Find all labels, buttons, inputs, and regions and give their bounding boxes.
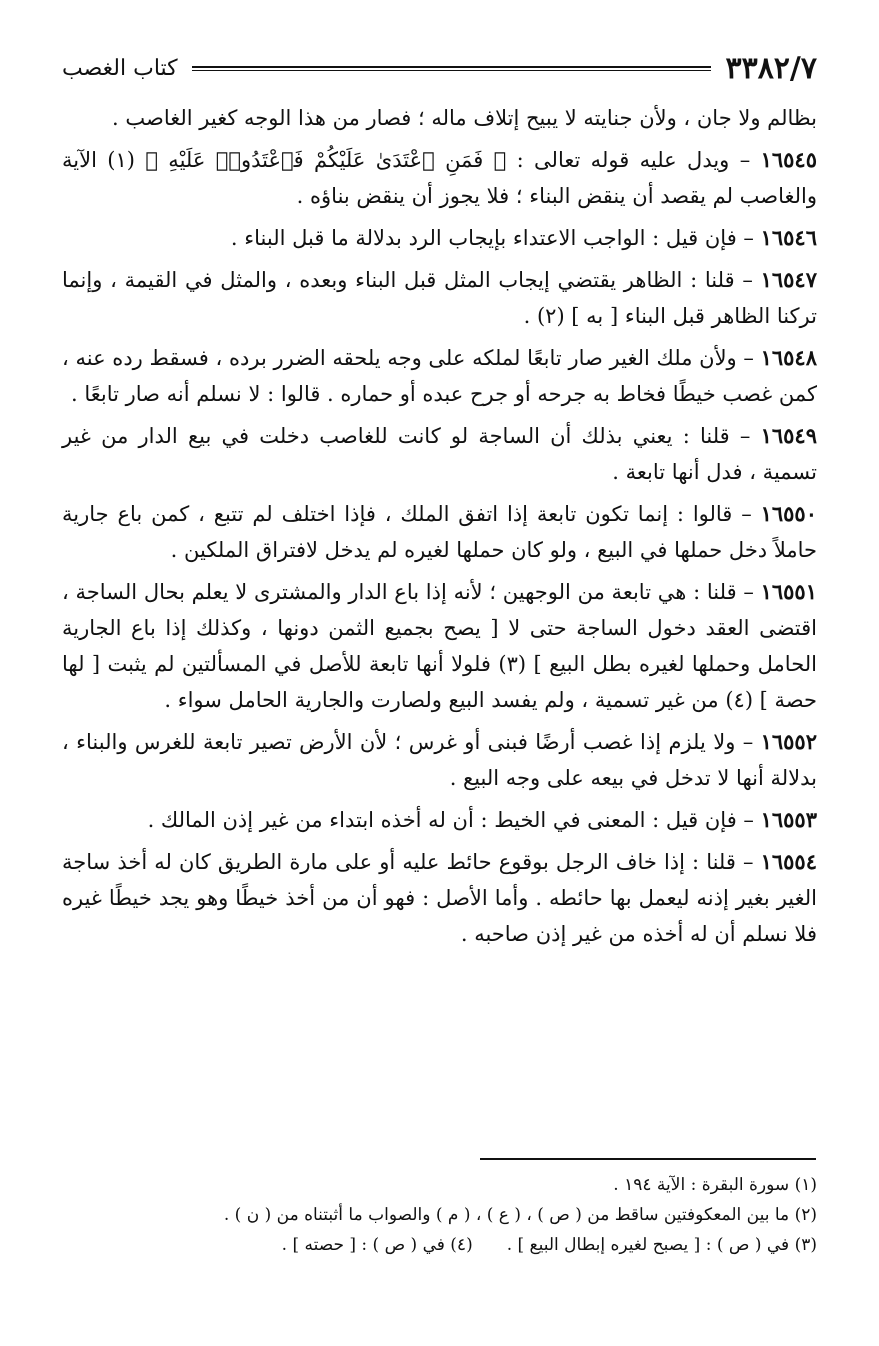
page-number: ٣٣٨٢/٧ [725, 50, 817, 86]
paragraph-number: ١٦٥٤٥ [760, 147, 817, 172]
paragraph-text: – قلنا : يعني بذلك أن الساجة لو كانت للغاصب دخلت في بيع الدار من غير تسمية ، فدل أنها تابعة . [62, 424, 817, 484]
paragraph [62, 142, 817, 214]
paragraph-number: ١٦٥٥٢ [760, 729, 817, 754]
paragraph-number: ١٦٥٤٧ [760, 267, 817, 292]
paragraph-text: – قلنا : إذا خاف الرجل بوقوع حائط عليه أو على مارة الطريق كان له أخذ ساجة الغير بغير إذنه ليعمل بها حائطه . وأما الأصل : فهو أن من أخذ خيطًا وهو يجد خيطًا غيره فلا نسلم أن له أخذه من غير إذن صاحبه . [62, 850, 817, 946]
paragraph-text: – ولأن ملك الغير صار تابعًا لملكه على وجه يلحقه الضرر برده ، فسقط رده عنه ، كمن غصب خيطًا فخاط به جرحه أو جرح عبده أو حماره . قالوا : لا نسلم أنه صار تابعًا . [62, 346, 817, 406]
paragraph-text: – قلنا : الظاهر يقتضي إيجاب المثل قبل البناء وبعده ، والمثل في القيمة ، وإنما تركنا الظاهر قبل البناء [ به ] (٢) . [62, 268, 817, 328]
paragraph-number: ١٦٥٤٩ [760, 423, 817, 448]
paragraph-number: ١٦٥٥٤ [760, 849, 817, 874]
paragraph [62, 496, 817, 568]
paragraph [62, 418, 817, 490]
paragraph-number: ١٦٥٤٨ [760, 345, 817, 370]
paragraph [62, 844, 817, 952]
paragraph-number: ١٦٥٥٣ [760, 807, 817, 832]
paragraph-text: – ولا يلزم إذا غصب أرضًا فبنى أو غرس ؛ لأن الأرض تصير تابعة للغرس والبناء ، بدلالة أنها لا تدخل في بيعه على وجه البيع . [62, 730, 817, 790]
paragraph-number: ١٦٥٥٠ [760, 501, 817, 526]
paragraph [62, 220, 817, 256]
paragraph-text: – قالوا : إنما تكون تابعة إذا اتفق الملك ، فإذا اختلف لم تتبع ، كمن باع جارية حاملاً دخل حملها في البيع ، ولو كان حملها لغيره لم يدخل لافتراق الملكين . [62, 502, 817, 562]
paragraph-text: – ويدل عليه قوله تعالى : ﴿ فَمَنِ ٱعْتَدَىٰ عَلَيْكُمْ فَٱعْتَدُوا۟ عَلَيْهِ ﴾ (١) الآية والغاصب لم يقصد أن ينقض البناء ؛ فلا يجوز أن ينقض بناؤه . [62, 148, 817, 208]
body-text [62, 100, 817, 952]
footnote: (٢) ما بين المعكوفتين ساقط من ( ص ) ، ( ع ) ، ( م ) والصواب ما أثبتناه من ( ن ) . [223, 1205, 817, 1225]
page-header [62, 48, 817, 88]
book-title: كتاب الغصب [62, 55, 178, 81]
paragraph-text: – فإن قيل : المعنى في الخيط : أن له أخذه ابتداء من غير إذن المالك . [147, 808, 761, 832]
paragraph-text: – قلنا : هي تابعة من الوجهين ؛ لأنه إذا باع الدار والمشترى لا يعلم بحال الساجة ، اقتضى العقد دخول الساجة حتى لا [ يصح بجميع الثمن دونها ، وكذلك إذا باع الجارية الحامل وحملها لغيره بطل البيع ] (٣) فلولا أنها تابعة للأصل في المسألتين لم يثبت [ لها حصة ] (٤) من غير تسمية ، ولم يفسد البيع ولصارت والجارية الحامل سواء . [62, 580, 817, 712]
footnotes [62, 1170, 817, 1260]
footnote-separator [480, 1158, 816, 1160]
paragraph [62, 340, 817, 412]
paragraph-number: ١٦٥٥١ [760, 579, 817, 604]
paragraph [62, 802, 817, 838]
paragraph-text: بظالم ولا جان ، ولأن جنايته لا يبيح إتلاف ماله ؛ فصار من هذا الوجه كغير الغاصب . [112, 106, 817, 130]
paragraph [62, 574, 817, 718]
header-rule [192, 66, 712, 71]
paragraph-number: ١٦٥٤٦ [760, 225, 817, 250]
footnote: (٤) في ( ص ) : [ حصته ] . [281, 1235, 473, 1255]
footnote: (١) سورة البقرة : الآية ١٩٤ . [613, 1175, 817, 1195]
paragraph [62, 262, 817, 334]
footnote: (٣) في ( ص ) : [ يصبح لغيره إبطال البيع ] . [506, 1235, 817, 1255]
paragraph-text: – فإن قيل : الواجب الاعتداء بإيجاب الرد بدلالة ما قبل البناء . [230, 226, 761, 250]
paragraph [62, 100, 817, 136]
footnote-line [62, 1230, 817, 1260]
paragraph [62, 724, 817, 796]
